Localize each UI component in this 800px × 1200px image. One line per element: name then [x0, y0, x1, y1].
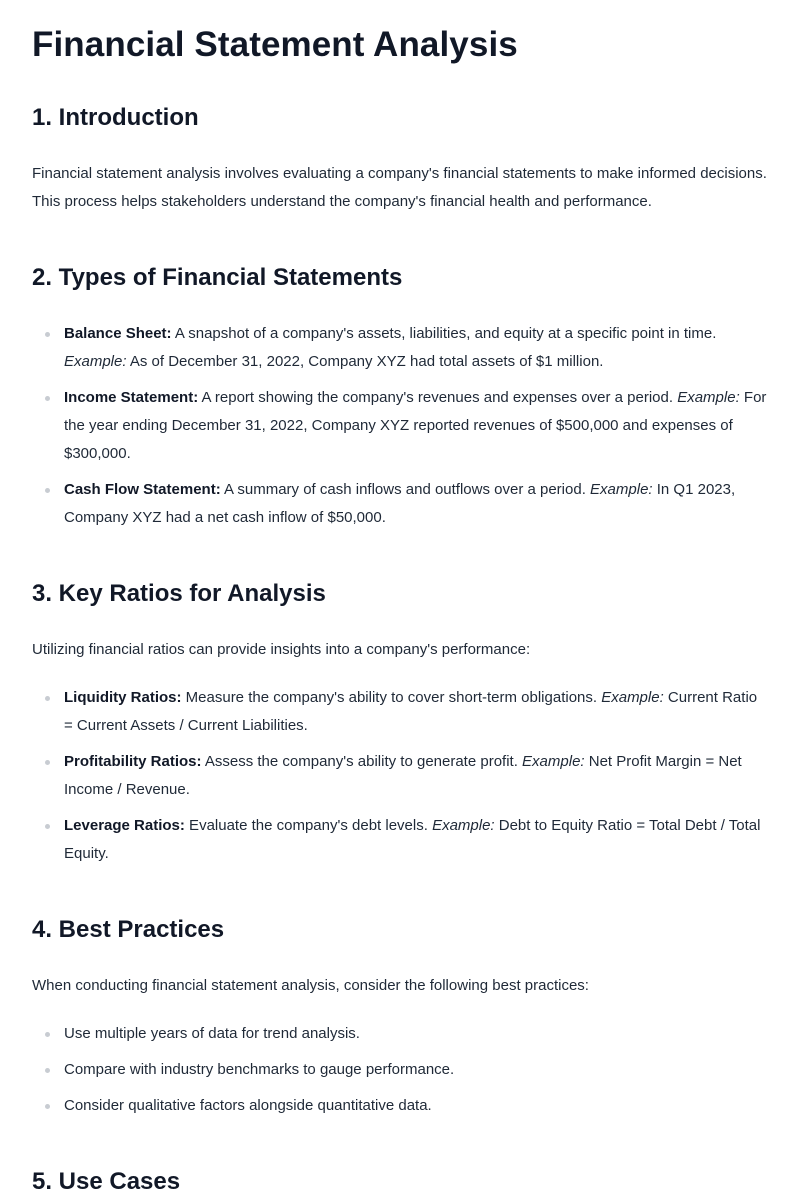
page-title: Financial Statement Analysis: [32, 25, 518, 64]
example-label: Example:: [677, 389, 740, 406]
example-text: Debt to Equity Ratio = Total Debt / Total Equity.: [64, 817, 761, 862]
list-item-liquidity-ratios: [32, 684, 768, 740]
section-heading-best-practices: 4. Best Practices: [32, 916, 225, 943]
section-heading-key-ratios: 3. Key Ratios for Analysis: [32, 580, 326, 607]
list-item-income-statement: [32, 384, 768, 468]
best-practices-intro-paragraph: When conducting financial statement analysis, consider the following best practices:: [32, 977, 589, 994]
example-label: Example:: [432, 817, 495, 834]
list-item-profitability-ratios: [32, 748, 768, 804]
section-heading-types: 2. Types of Financial Statements: [32, 264, 403, 291]
example-text: In Q1 2023, Company XYZ had a net cash inflow of $50,000.: [64, 481, 736, 526]
example-text: For the year ending December 31, 2022, Company XYZ reported revenues of $500,000 and expenses of $300,000.: [64, 389, 767, 462]
list-item-balance-sheet: [32, 320, 768, 376]
term-label: Profitability Ratios:: [64, 753, 202, 770]
term-label: Liquidity Ratios:: [64, 689, 182, 706]
introduction-paragraph: Financial statement analysis involves evaluating a company's financial statements to make informed decisions. This process helps stakeholders understand the company's financial health and performance.: [32, 165, 767, 210]
list-item-leverage-ratios: [32, 812, 768, 868]
example-label: Example:: [590, 481, 653, 498]
ratios-intro-paragraph: Utilizing financial ratios can provide insights into a company's performance:: [32, 641, 531, 658]
example-text: As of December 31, 2022, Company XYZ had total assets of $1 million.: [126, 353, 604, 370]
best-practices-list: [32, 1020, 768, 1120]
list-item-practice: Consider qualitative factors alongside quantitative data.: [32, 1092, 768, 1120]
term-label: Income Statement:: [64, 389, 199, 406]
term-description: A report showing the company's revenues and expenses over a period.: [198, 389, 678, 406]
statement-types-list: [32, 320, 768, 532]
example-label: Example:: [601, 689, 664, 706]
example-text: Net Profit Margin = Net Income / Revenue.: [64, 753, 742, 798]
ratios-list: [32, 684, 768, 868]
list-item-practice: Use multiple years of data for trend analysis.: [32, 1020, 768, 1048]
term-label: Leverage Ratios:: [64, 817, 185, 834]
term-description: Assess the company's ability to generate profit.: [201, 753, 523, 770]
term-label: Balance Sheet:: [64, 325, 172, 342]
term-description: A snapshot of a company's assets, liabilities, and equity at a specific point in time.: [171, 325, 717, 342]
section-heading-introduction: 1. Introduction: [32, 104, 199, 131]
term-description: Evaluate the company's debt levels.: [184, 817, 433, 834]
section-heading-use-cases: 5. Use Cases: [32, 1168, 181, 1195]
term-description: A summary of cash inflows and outflows over a period.: [220, 481, 591, 498]
list-item-practice: Compare with industry benchmarks to gauge performance.: [32, 1056, 768, 1084]
example-label: Example:: [64, 353, 127, 370]
example-text: Current Ratio = Current Assets / Current Liabilities.: [64, 689, 758, 734]
list-item-cash-flow-statement: [32, 476, 768, 532]
example-label: Example:: [522, 753, 585, 770]
term-description: Measure the company's ability to cover short-term obligations.: [181, 689, 602, 706]
term-label: Cash Flow Statement:: [64, 481, 221, 498]
